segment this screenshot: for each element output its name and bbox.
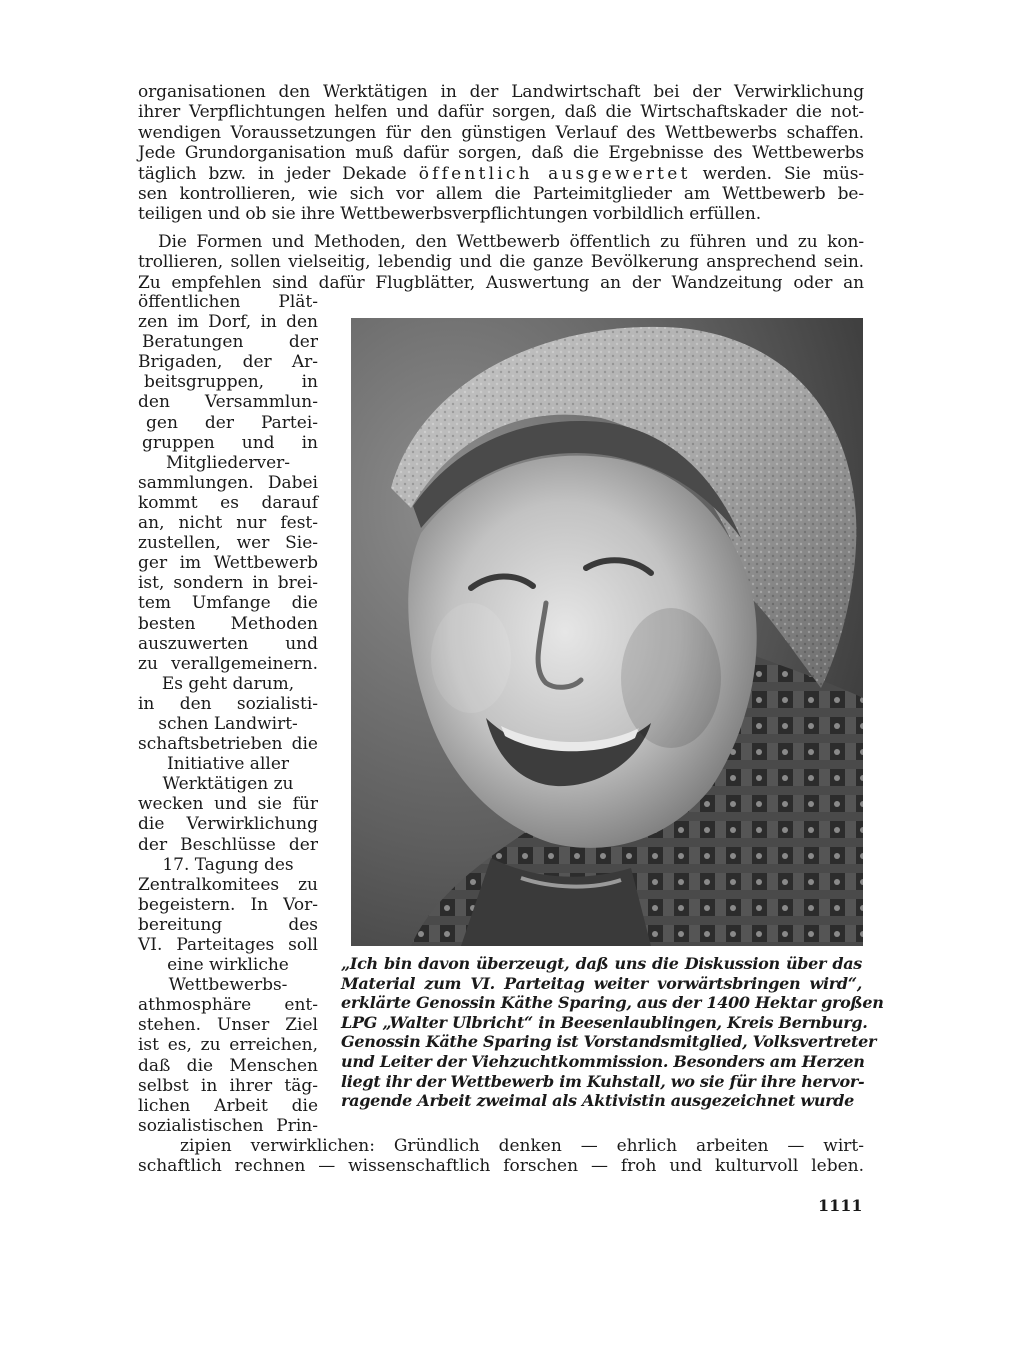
spaced-emphasis: öffentlich ausgewertet bbox=[418, 163, 691, 184]
text-fragment: werden. Sie müs- bbox=[702, 163, 864, 184]
text-line: schen Landwirt- bbox=[158, 713, 298, 734]
caption-line: Genossin Käthe Sparing ist Vorstandsmitglied, Volksvertreter bbox=[341, 1032, 877, 1052]
text-line: schaftlich rechnen — wissenschaftlich forschen — froh und kulturvoll leben. bbox=[138, 1156, 864, 1177]
text-line: Beratungen der bbox=[142, 332, 318, 353]
text-line: besten Methoden bbox=[138, 613, 318, 634]
caption-line: erklärte Genossin Käthe Sparing, aus der 1400 Hektar großen bbox=[341, 993, 884, 1013]
text-line: organisationen den Werktätigen in der Landwirtschaft bei der Verwirklichung bbox=[138, 82, 864, 102]
caption-line: ragende Arbeit zweimal als Aktivistin ausgezeichnet wurde bbox=[341, 1091, 855, 1111]
text-line: Jede Grundorganisation muß dafür sorgen, daß die Ergebnisse des Wettbewerbs bbox=[138, 143, 864, 164]
text-line: wendigen Voraussetzungen für den günstigen Verlauf des Wettbewerbs schaffen. bbox=[138, 122, 864, 143]
text-line: tem Umfange die bbox=[138, 593, 318, 614]
text-line: gruppen und in bbox=[142, 432, 318, 453]
portrait-photo bbox=[351, 318, 863, 946]
text-line: zipien verwirklichen: Gründlich denken — ehrlich arbeiten — wirt- bbox=[180, 1136, 864, 1156]
text-line: schaftsbetrieben die bbox=[138, 734, 318, 755]
text-line: auszuwerten und bbox=[138, 633, 318, 654]
text-line: 17. Tagung des bbox=[162, 854, 294, 875]
text-line: der Beschlüsse der bbox=[138, 834, 318, 855]
text-line: lichen Arbeit die bbox=[138, 1095, 318, 1116]
text-line: Wettbewerbs- bbox=[168, 975, 288, 996]
text-line: ger im Wettbewerb bbox=[138, 553, 318, 574]
text-line: Zentralkomitees zu bbox=[138, 874, 318, 895]
paragraph-1 bbox=[138, 82, 864, 225]
caption-line: „Ich bin davon überzeugt, daß uns die Diskussion über das bbox=[341, 954, 862, 973]
text-line: sammlungen. Dabei bbox=[138, 472, 318, 493]
text-line: VI. Parteitages soll bbox=[138, 935, 318, 955]
text-line: ist es, zu erreichen, bbox=[138, 1035, 318, 1056]
text-line: zu verallgemeinern. bbox=[138, 653, 318, 674]
caption-line: und Leiter der Viehzuchtkommission. Besonders am Herzen bbox=[341, 1051, 865, 1071]
caption-line: LPG „Walter Ulbricht“ in Beesenlaublingen, Kreis Bernburg. bbox=[341, 1012, 868, 1032]
text-line: bereitung des bbox=[138, 914, 318, 935]
text-line: teiligen und ob sie ihre Wettbewerbsverpflichtungen vorbildlich erfüllen. bbox=[138, 204, 762, 225]
text-line: Zu empfehlen sind dafür Flugblätter, Auswertung an der Wandzeitung oder an bbox=[138, 272, 864, 293]
text-line: zustellen, wer Sie- bbox=[138, 533, 318, 554]
text-fragment: täglich bzw. in jeder Dekade bbox=[138, 163, 407, 184]
text-line: selbst in ihrer täg- bbox=[138, 1075, 318, 1096]
closing-paragraph bbox=[138, 1136, 864, 1177]
text-line: daß die Menschen bbox=[138, 1055, 318, 1076]
photo-caption bbox=[341, 954, 884, 1111]
text-line: athmosphäre ent- bbox=[138, 995, 318, 1016]
text-line: begeistern. In Vor- bbox=[138, 894, 318, 915]
text-line: Mitgliederver- bbox=[165, 452, 291, 473]
paragraph-2 bbox=[138, 232, 864, 293]
text-line: Es geht darum, bbox=[161, 673, 295, 694]
text-line: gen der Partei- bbox=[146, 412, 318, 433]
text-line: trollieren, sollen vielseitig, lebendig und die ganze Bevölkerung ansprechend sein. bbox=[138, 252, 864, 273]
text-line: zen im Dorf, in den bbox=[138, 312, 318, 333]
text-line: kommt es darauf bbox=[138, 492, 318, 513]
page-number: 1111 bbox=[818, 1196, 863, 1215]
text-line: beitsgruppen, in bbox=[144, 372, 318, 393]
text-line: ihrer Verpflichtungen helfen und dafür sorgen, daß die Wirtschaftskader die not- bbox=[138, 102, 864, 123]
text-line: Brigaden, der Ar- bbox=[138, 352, 318, 373]
text-line: eine wirkliche bbox=[167, 955, 289, 976]
text-line: die Verwirklichung bbox=[138, 814, 318, 835]
text-line-emphasis bbox=[138, 164, 864, 184]
narrow-text-column bbox=[138, 292, 318, 1136]
caption-line: liegt ihr der Wettbewerb im Kuhstall, wo sie für ihre hervor- bbox=[341, 1071, 865, 1091]
text-line: öffentlichen Plät- bbox=[138, 292, 318, 312]
text-line: Werktätigen zu bbox=[162, 774, 294, 795]
text-line: Initiative aller bbox=[166, 754, 290, 775]
text-line: sen kontrollieren, wie sich vor allem die Parteimitglieder am Wettbewerb be- bbox=[138, 184, 864, 205]
text-line: Die Formen und Methoden, den Wettbewerb öffentlich zu führen und zu kon- bbox=[158, 232, 864, 252]
caption-line: Material zum VI. Parteitag weiter vorwärtsbringen wird“, bbox=[341, 973, 862, 993]
portrait-photo-image bbox=[351, 318, 863, 946]
text-line: wecken und sie für bbox=[138, 794, 318, 815]
text-line: in den sozialisti- bbox=[138, 693, 318, 714]
text-line: stehen. Unser Ziel bbox=[138, 1015, 318, 1036]
text-line: ist, sondern in brei- bbox=[138, 573, 318, 594]
text-line: den Versammlun- bbox=[138, 392, 318, 413]
text-line: an, nicht nur fest- bbox=[138, 513, 318, 534]
text-line: sozialistischen Prin- bbox=[138, 1115, 318, 1136]
